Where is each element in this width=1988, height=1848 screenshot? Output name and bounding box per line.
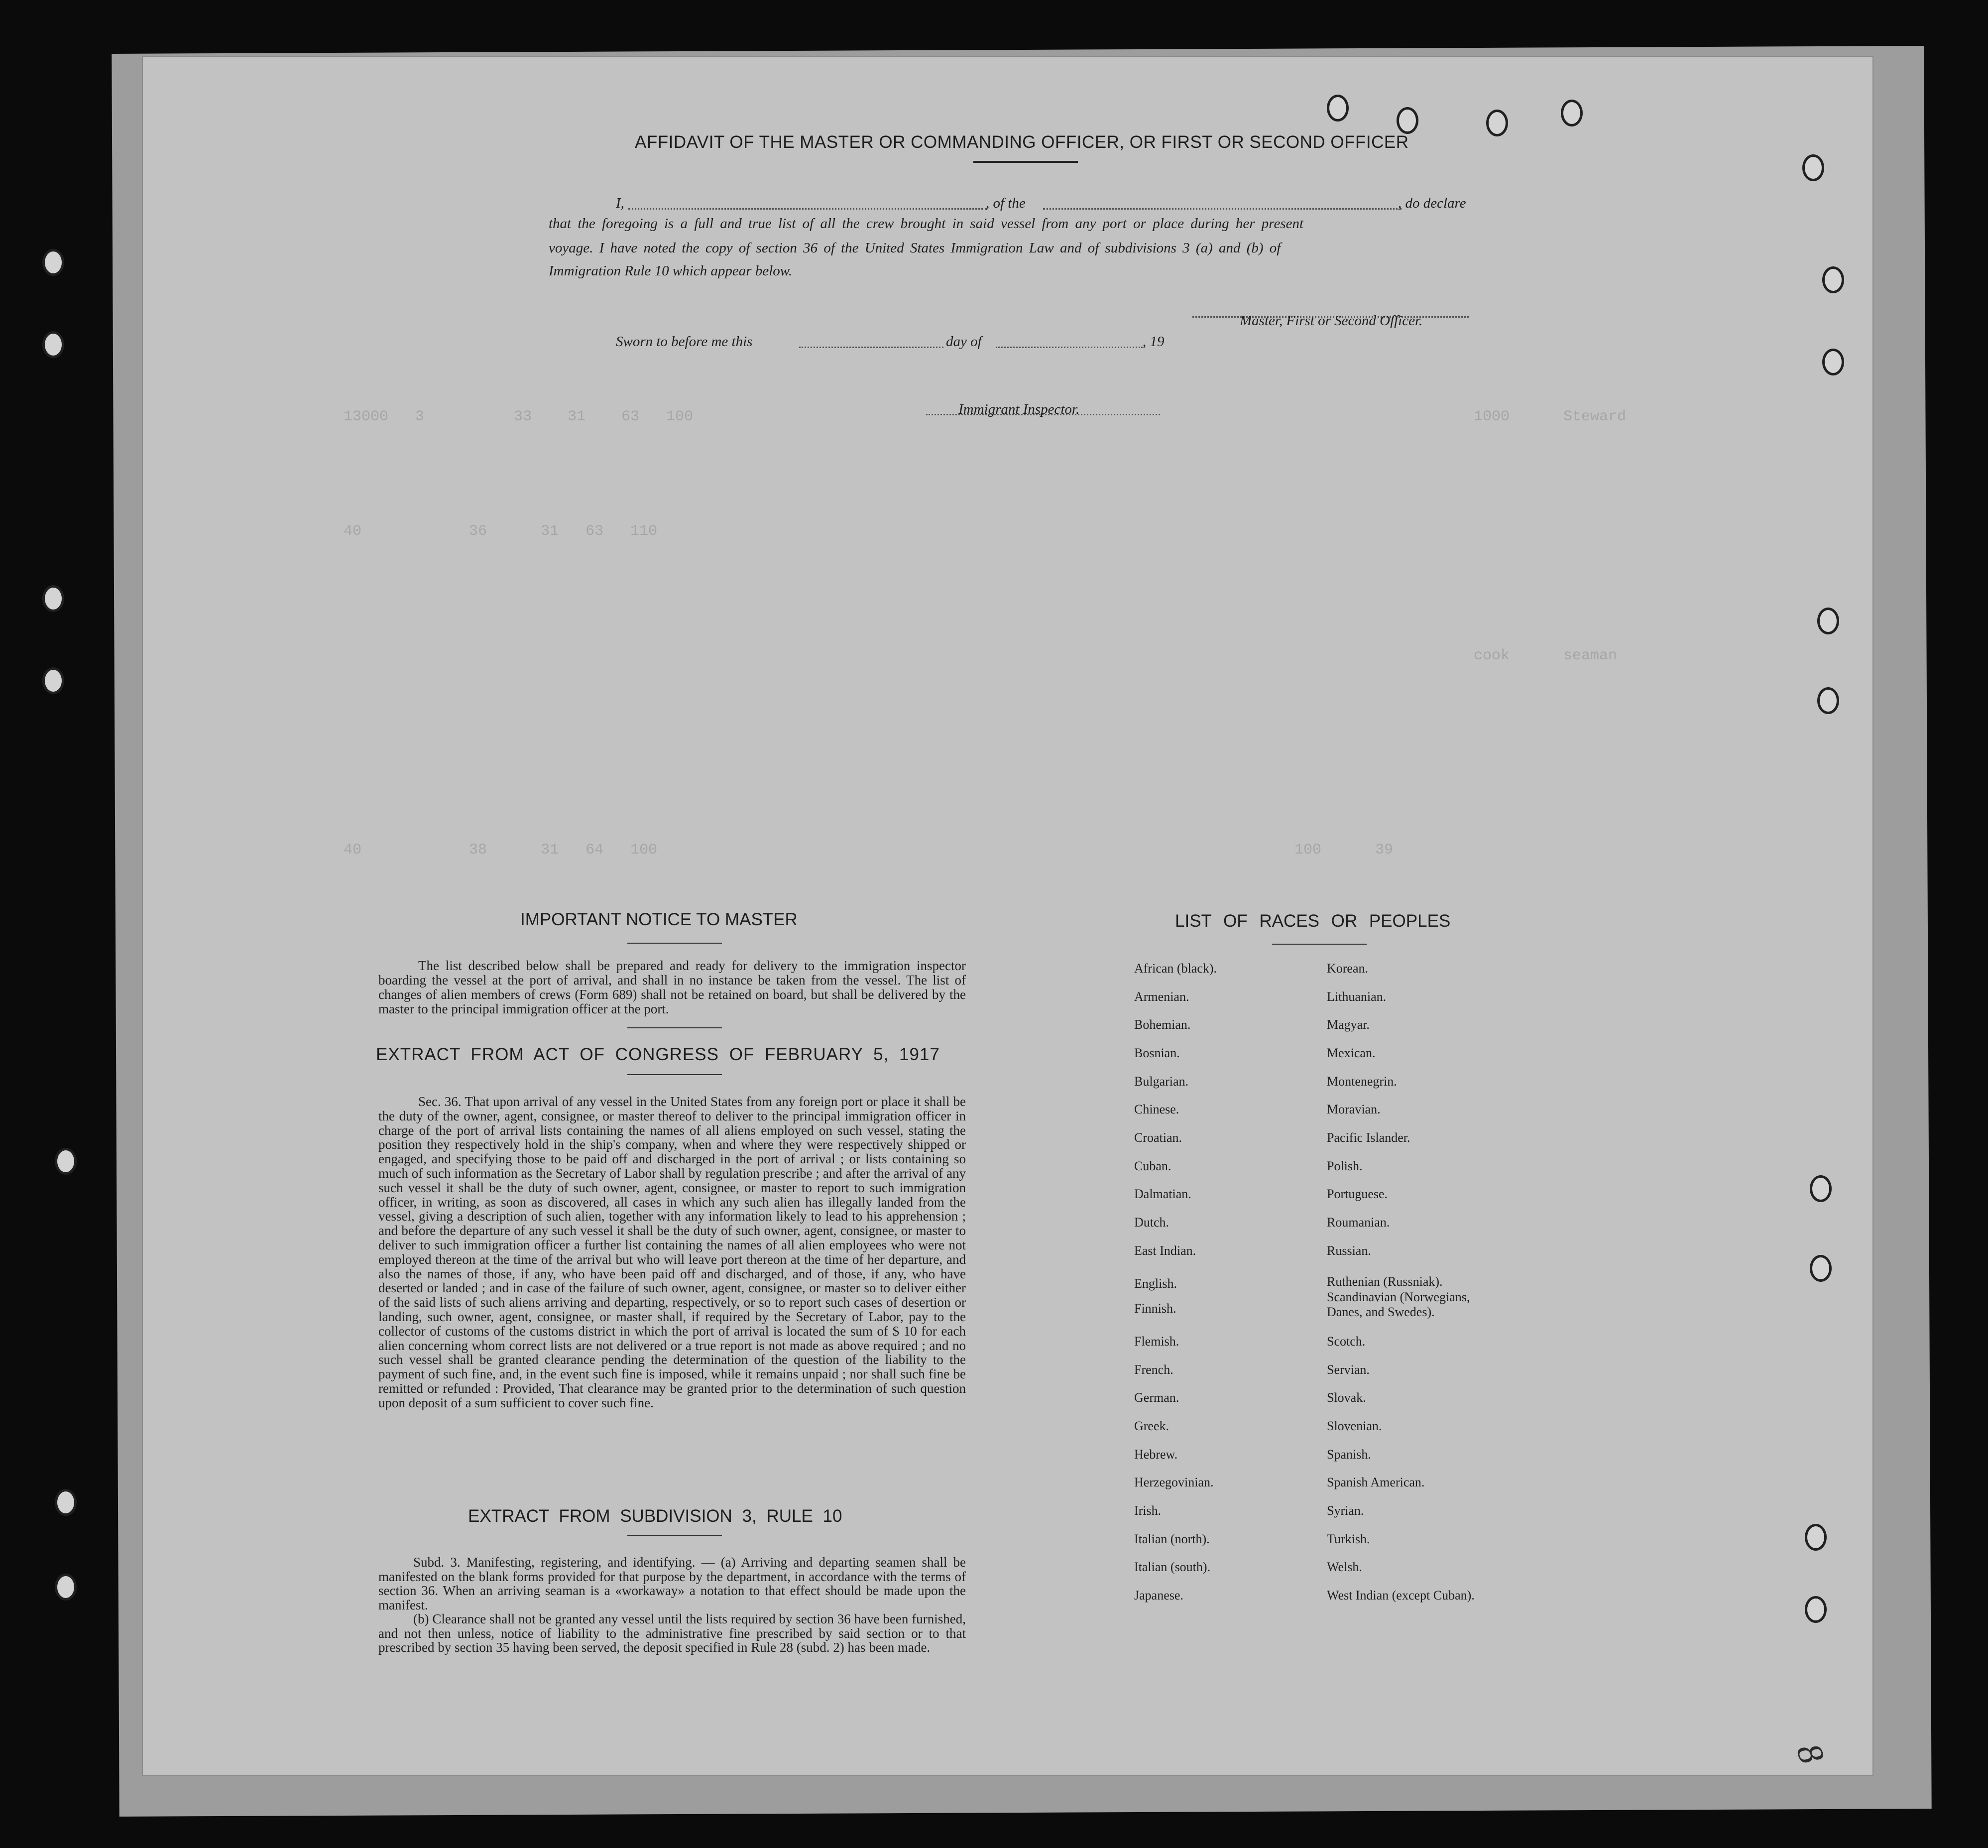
race-item: Welsh. [1327,1560,1362,1574]
race-item: Mexican. [1327,1046,1376,1060]
punch-hole-icon [1817,608,1839,634]
punch-hole-icon [1822,266,1844,293]
race-item: Dutch. [1134,1215,1169,1230]
vessel-blank[interactable] [1043,208,1402,210]
act-underline [627,1074,722,1075]
sworn-year: , 19 [1143,334,1165,350]
race-item: Greek. [1134,1419,1169,1433]
declare-of-the: , of the [986,195,1026,211]
day-blank[interactable] [799,347,943,348]
race-item: Bohemian. [1134,1017,1191,1032]
declare-end: , do declare [1398,195,1466,211]
punch-hole-icon [55,1148,77,1175]
races-underline [1272,944,1367,945]
race-item: Chinese. [1134,1102,1179,1116]
race-item: Polish. [1327,1159,1363,1173]
race-item: English. [1134,1276,1177,1291]
notice-rule [627,1027,722,1028]
races-column-1 [1134,961,1308,1608]
punch-hole-icon [1397,107,1418,134]
rule-text-a: Subd. 3. Manifesting, registering, and identifying. — (a) Arriving and departing seamen shall be manifested on the blank forms provided for that purpose by the department, in accordance with the terms of section 36. When an arriving seaman is a «workaway» a notation to that effect should be made upon the manifest. [378,1555,966,1612]
act-title: EXTRACT FROM ACT OF CONGRESS OF FEBRUARY 5, 1917 [376,1045,940,1064]
race-item: Dalmatian. [1134,1187,1191,1201]
notice-text: The list described below shall be prepared and ready for delivery to the immigration inspector boarding the vessel at the port of arrival, and shall in no instance be taken from the vessel. The list of changes of alien members of crews (Form 689) shall not be retained on board, but shall be delivered by the master to the principal immigration officer at the port. [378,958,966,1016]
race-item: Japanese. [1134,1588,1183,1602]
race-item: Bulgarian. [1134,1074,1189,1089]
race-item: Armenian. [1134,989,1189,1004]
act-text: Sec. 36. That upon arrival of any vessel in the United States from any foreign port or place it shall be the duty of the owner, agent, consignee, or master thereof to deliver to the principal immigration officer in charge of the port of arrival lists containing the names of all aliens employed on such vessel, stating the position they respectively hold in the ship's company, when and where they were respectively shipped or engaged, and specifying those to be paid off and discharged in the port of arrival ; or lists containing so much of such information as the Secretary of Labor shall by regulation prescribe ; and after the arrival of any such vessel it shall be the duty of such owner, agent, consignee, or master to report to such immigration officer, in writing, as soon as discovered, all cases in which any such alien has illegally landed from the vessel, giving a description of such alien, together with any information likely to lead to his apprehension ; and before the departure of any such vessel it shall be the duty of such owner, agent, consignee, or master to deliver to such immigration officer a further list containing the names of all alien employees who were not employed thereon at the time of the arrival but who will leave port thereon at the time of her departure, and also the names of those, if any, who have been paid off and discharged, and of those, if any, who have deserted or landed ; and in case of the failure of such owner, agent, consignee, or master so to deliver either of the said lists of such aliens arriving and departing, respectively, or so to report such cases of desertion or landing, such owner, agent, consignee, or master shall, if required by the Secretary of Labor, pay to the collector of customs of the customs district in which the port of arrival is located the sum of $ 10 for each alien concerning whom correct lists are not delivered or a true report is not made as above required ; and no such vessel shall be granted clearance pending the determination of the question of the liability to the payment of such fine, and, in the event such fine is imposed, while it remains unpaid ; nor shall such fine be remitted or refunded : Provided, That clearance may be granted prior to the determination of such question upon deposit of a sum sufficient to cover such fine. [378,1094,966,1410]
punch-hole-icon [1810,1255,1832,1282]
race-item: African (black). [1134,961,1217,976]
title-underline [973,161,1078,163]
race-item: Scotch. [1327,1334,1366,1349]
race-item: Cuban. [1134,1159,1171,1173]
races-column-2 [1327,961,1556,1608]
race-item: Turkish. [1327,1532,1370,1546]
race-item: Italian (south). [1134,1560,1211,1574]
race-item: Finnish. [1134,1301,1176,1316]
race-item: Scandinavian (Norwegians, [1327,1290,1470,1304]
declare-i: I, [616,195,624,211]
punch-hole-icon [1486,110,1508,136]
race-item: Montenegrin. [1327,1074,1397,1089]
punch-hole-icon [1327,95,1349,122]
punch-hole-icon [1805,1524,1827,1551]
month-blank[interactable] [996,347,1143,348]
punch-hole-icon [55,1574,77,1601]
race-item: Pacific Islander. [1327,1130,1410,1145]
page-number: 8 [1788,1738,1833,1769]
race-item: Portuguese. [1327,1187,1388,1201]
punch-hole-icon [1810,1175,1832,1202]
punch-hole-icon [42,331,64,358]
race-item: Korean. [1327,961,1369,976]
race-item: Flemish. [1134,1334,1179,1349]
race-item: Spanish. [1327,1447,1371,1462]
race-item: Bosnian. [1134,1046,1180,1060]
punch-hole-icon [1817,687,1839,714]
signature-label: Master, First or Second Officer. [1240,313,1423,329]
race-item: Hebrew. [1134,1447,1178,1462]
race-item: Roumanian. [1327,1215,1390,1230]
punch-hole-icon [42,585,64,612]
race-item: Irish. [1134,1503,1162,1518]
race-item: East Indian. [1134,1243,1196,1258]
race-item: Slovak. [1327,1390,1366,1405]
races-title: LIST OF RACES OR PEOPLES [1175,911,1451,931]
punch-hole-icon [42,667,64,694]
inspector-label: Immigrant Inspector. [958,401,1080,417]
rule-underline [627,1535,722,1536]
name-blank[interactable] [628,208,987,210]
race-item: Moravian. [1327,1102,1381,1116]
race-item: Syrian. [1327,1503,1364,1518]
race-item: German. [1134,1390,1179,1405]
affidavit-title: AFFIDAVIT OF THE MASTER OR COMMANDING OFFICER, OR FIRST OR SECOND OFFICER [635,132,1409,152]
punch-hole-icon [1805,1596,1827,1623]
sworn-prefix: Sworn to before me this [616,334,753,350]
affidavit-body-line3: Immigration Rule 10 which appear below. [549,263,793,279]
punch-hole-icon [1561,100,1583,126]
race-item: Magyar. [1327,1017,1370,1032]
sworn-day: day of [946,334,982,350]
punch-hole-icon [55,1489,77,1516]
affidavit-body-line2: voyage. I have noted the copy of section 36 of the United States Immigration Law and of subdivisions 3 (a) and (b) of [549,240,1281,256]
race-item: Ruthenian (Russniak). [1327,1274,1443,1289]
race-item: Russian. [1327,1243,1371,1258]
race-item: Lithuanian. [1327,989,1387,1004]
punch-hole-icon [1822,349,1844,375]
manifest-page [142,56,1873,1776]
race-item: Spanish American. [1327,1475,1425,1489]
race-item: Slovenian. [1327,1419,1382,1433]
punch-hole-icon [1802,154,1824,181]
race-item: Italian (north). [1134,1532,1210,1546]
rule-title: EXTRACT FROM SUBDIVISION 3, RULE 10 [468,1506,842,1526]
rule-text-b: (b) Clearance shall not be granted any vessel until the lists required by section 36 have been furnished, and not then unless, notice of liability to the administrative fine prescribed by said section or to that prescribed by section 35 having been served, the deposit specified in Rule 28 (subd. 2) has been made. [378,1611,966,1655]
notice-underline [627,943,722,944]
race-item: Danes, and Swedes). [1327,1305,1435,1319]
punch-hole-icon [42,249,64,276]
race-item: French. [1134,1362,1173,1377]
race-item: Servian. [1327,1362,1370,1377]
affidavit-body-line1: that the foregoing is a full and true list of all the crew brought in said vessel from any port or place during her present [549,216,1304,232]
notice-title: IMPORTANT NOTICE TO MASTER [520,910,798,929]
race-item: West Indian (except Cuban). [1327,1588,1475,1602]
race-item: Herzegovinian. [1134,1475,1214,1489]
race-item: Croatian. [1134,1130,1182,1145]
